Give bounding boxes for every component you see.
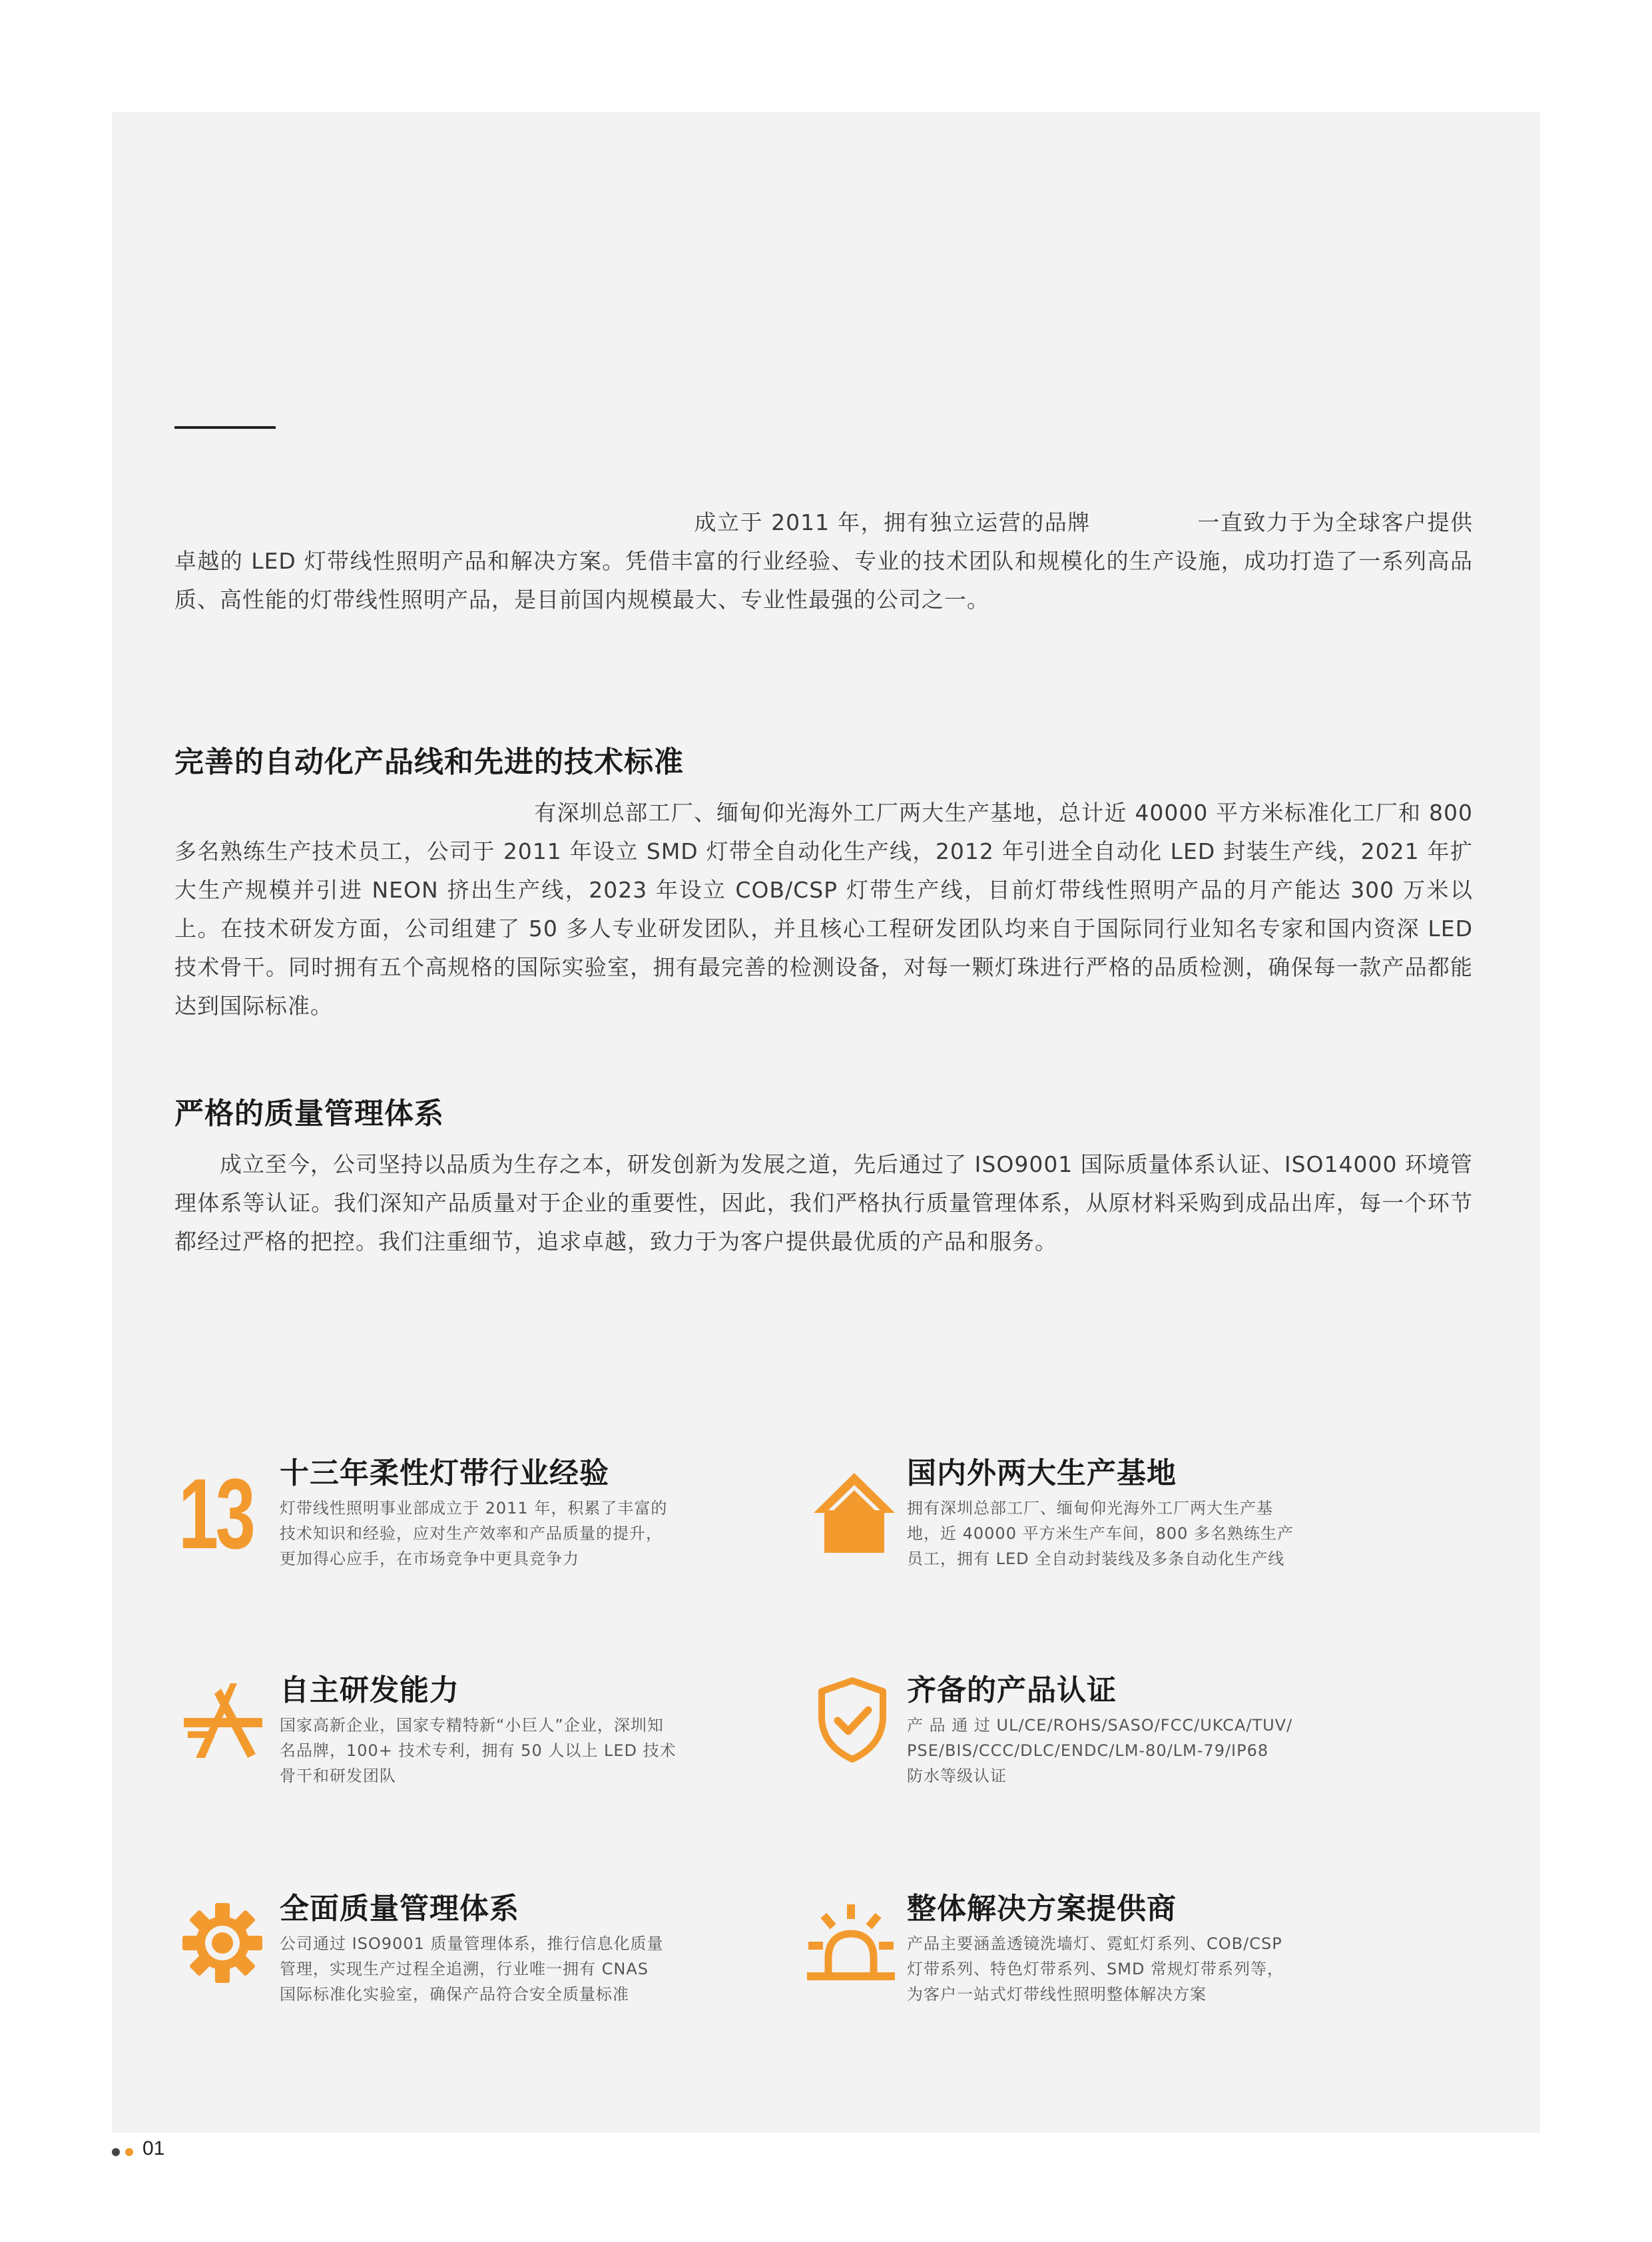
section-heading-quality: 严格的质量管理体系 (174, 1097, 444, 1131)
feature-desc-bases (907, 1496, 1320, 1571)
house-icon (811, 1470, 898, 1555)
desc-line: 为客户一站式灯带线性照明整体解决方案 (907, 1985, 1207, 2004)
desc-line: 员工，拥有 LED 全自动封装线及多条自动化生产线 (907, 1549, 1285, 1568)
desc-line: 灯带系列、特色灯带系列、SMD 常规灯带系列等， (907, 1960, 1284, 1978)
feature-title-bases: 国内外两大生产基地 (907, 1456, 1177, 1490)
section-body-automation (174, 794, 1473, 1025)
desc-line: 公司通过 ISO9001 质量管理体系，推行信息化质量 (280, 1934, 664, 1953)
feature-title-rnd: 自主研发能力 (280, 1673, 459, 1707)
feature-desc-certification (907, 1713, 1320, 1789)
section-heading-automation: 完善的自动化产品线和先进的技术标准 (174, 745, 684, 779)
desc-line: 灯带线性照明事业部成立于 2011 年，积累了丰富的 (280, 1499, 668, 1518)
desc-line: 防水等级认证 (907, 1767, 1007, 1785)
footer-dot-accent (125, 2148, 133, 2156)
redacted-brand-name (1091, 529, 1197, 530)
number-13: 13 (178, 1458, 253, 1569)
feature-desc-solutions (907, 1931, 1320, 2007)
desc-line: 骨干和研发团队 (280, 1767, 396, 1785)
intro-part2: 一直致力于为全球客户提供卓越的 LED 灯带线性照明产品和解决方案。凭借丰富的行业经验、专业的技术团队和规模化的生产设施，成功打造了一系列高品质、高性能的灯带线性照明产品，是目前国内规模最大、专业性最强的公司之一。 (174, 509, 1474, 613)
desc-line: 国际标准化实验室，确保产品符合安全质量标准 (280, 1985, 629, 2004)
design-tools-icon (181, 1681, 265, 1761)
footer-dot-dark (112, 2148, 120, 2156)
feature-desc-experience (280, 1496, 692, 1571)
desc-line: 产品主要涵盖透镜洗墙灯、霓虹灯系列、COB/CSP (907, 1934, 1282, 1953)
desc-line: 国家高新企业，国家专精特新“小巨人”企业，深圳知 (280, 1716, 664, 1735)
title-rule (174, 426, 276, 429)
desc-line: PSE/BIS/CCC/DLC/ENDC/LM-80/LM-79/IP68 (907, 1741, 1269, 1760)
page-number: 01 (142, 2137, 165, 2159)
desc-line: 更加得心应手，在市场竞争中更具竞争力 (280, 1549, 579, 1568)
feature-title-solutions: 整体解决方案提供商 (907, 1892, 1177, 1926)
sunrise-light-icon (804, 1902, 898, 1987)
feature-title-qms: 全面质量管理体系 (280, 1892, 519, 1926)
feature-title-certification: 齐备的产品认证 (907, 1673, 1117, 1707)
desc-line: 名品牌，100+ 技术专利，拥有 50 人以上 LED 技术 (280, 1741, 677, 1760)
feature-desc-qms (280, 1931, 692, 2007)
intro-paragraph (174, 503, 1473, 619)
desc-line: 地，近 40000 平方米生产车间，800 多名熟练生产 (907, 1524, 1294, 1543)
desc-line: 拥有深圳总部工厂、缅甸仰光海外工厂两大生产基 (907, 1499, 1273, 1518)
feature-title-experience: 十三年柔性灯带行业经验 (280, 1456, 609, 1490)
intro-part1: 成立于 2011 年，拥有独立运营的品牌 (694, 509, 1091, 535)
section-body-quality: 成立至今，公司坚持以品质为生存之本，研发创新为发展之道，先后通过了 ISO9001 国际质量体系认证、ISO14000 环境管理体系等认证。我们深知产品质量对于企业的重要性，因此，我们严格执行质量管理体系，从原材料采购到成品出库，每一个环节都经过严格的把控。我们注重细节，追求卓越，致力于为客户提供最优质的产品和服务。 (174, 1151, 1473, 1255)
desc-line: 管理，实现生产过程全追溯，行业唯一拥有 CNAS (280, 1960, 649, 1978)
section-body-automation-text: 有深圳总部工厂、缅甸仰光海外工厂两大生产基地，总计近 40000 平方米标准化工厂和 800 多名熟练生产技术员工，公司于 2011 年设立 SMD 灯带全自动化生产线，2012 年引进全自动化 LED 封装生产线，2021 年扩大生产规模并引进 NEON 挤出生产线，2023 年设立 COB/CSP 灯带生产线，目前灯带线性照明产品的月产能达 300 万米以上。在技术研发方面，公司组建了 50 多人专业研发团队，并且核心工程研发团队均来自于国际同行业知名专家和国内资深 LED 技术骨干。同时拥有五个高规格的国际实验室，拥有最完善的检测设备，对每一颗灯珠进行严格的品质检测，确保每一款产品都能达到国际标准。 (174, 800, 1473, 1019)
feature-desc-rnd (280, 1713, 692, 1789)
shield-check-icon (816, 1677, 888, 1763)
desc-line: 技术知识和经验，应对生产效率和产品质量的提升， (280, 1524, 663, 1543)
redacted-company-name (174, 529, 694, 530)
gear-icon (181, 1902, 264, 1984)
desc-line: 产 品 通 过 UL/CE/ROHS/SASO/FCC/UKCA/TUV/ (907, 1716, 1293, 1735)
